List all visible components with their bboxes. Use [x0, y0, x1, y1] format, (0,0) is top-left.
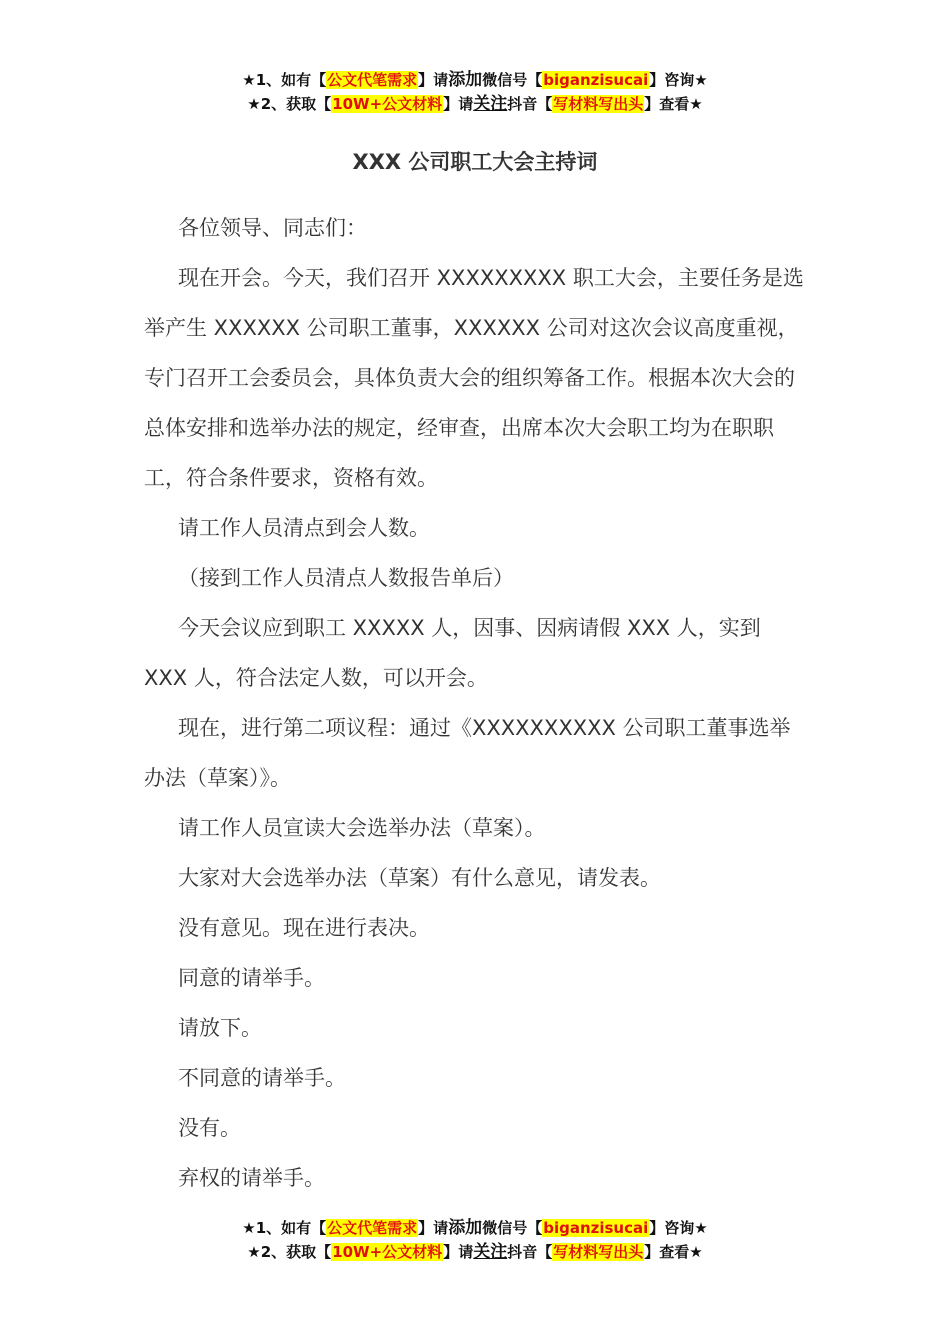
banner-text: 】咨询★: [649, 71, 708, 89]
banner-highlight: biganzisucai: [543, 1219, 649, 1237]
paragraph: 各位领导、同志们：: [178, 216, 367, 240]
banner-emphasis: 关注: [473, 1242, 508, 1262]
paragraph: 请工作人员宣读大会选举办法（草案）。: [178, 816, 546, 840]
header-banner: [0, 68, 950, 116]
banner-text: ★1、如有【: [242, 1219, 327, 1237]
banner-text: 抖音【: [507, 1243, 553, 1261]
banner-line-1: [0, 68, 950, 92]
paragraph: 没有意见。现在进行表决。: [178, 916, 430, 940]
paragraph: 请放下。: [178, 1016, 262, 1040]
footer-banner: [0, 1216, 950, 1264]
banner-line-2: [0, 92, 950, 116]
banner-highlight: 写材料写出头: [553, 95, 644, 113]
paragraph: 没有。: [178, 1116, 241, 1140]
paragraph: 现在开会。今天，我们召开 XXXXXXXXX 职工大会，主要任务是选举产生 XXXXXX 公司职工董事，XXXXXX 公司对这次会议高度重视，专门召开工会委员会，具体负责大会的组织筹备工作。根据本次大会的总体安排和选举办法的规定，经审查，出席本次大会职工均为在职职工，符合条件要求，资格有效。: [144, 266, 804, 490]
banner-text: 】咨询★: [649, 1219, 708, 1237]
document-body: [144, 203, 809, 1203]
banner-text: 】请: [443, 1243, 474, 1261]
banner-line-2: [0, 1240, 950, 1264]
paragraph: 弃权的请举手。: [178, 1166, 325, 1190]
paragraph: 今天会议应到职工 XXXXX 人，因事、因病请假 XXX 人，实到 XXX 人，符合法定人数，可以开会。: [144, 616, 761, 690]
paragraph: 请工作人员清点到会人数。: [178, 516, 430, 540]
banner-highlight: 10W+公文材料: [332, 1243, 443, 1261]
banner-text: 微信号【: [482, 71, 543, 89]
banner-text: 抖音【: [507, 95, 553, 113]
banner-text: ★1、如有【: [242, 71, 327, 89]
banner-highlight: biganzisucai: [543, 71, 649, 89]
paragraph: 同意的请举手。: [178, 966, 325, 990]
banner-emphasis: 关注: [473, 94, 508, 114]
paragraph: 大家对大会选举办法（草案）有什么意见，请发表。: [178, 866, 661, 890]
banner-highlight: 公文代笔需求: [327, 1219, 418, 1237]
banner-emphasis: 添加: [448, 1218, 483, 1238]
banner-highlight: 公文代笔需求: [327, 71, 418, 89]
paragraph: 不同意的请举手。: [178, 1066, 346, 1090]
banner-text: 】请: [443, 95, 474, 113]
banner-highlight: 10W+公文材料: [332, 95, 443, 113]
banner-emphasis: 添加: [448, 70, 483, 90]
banner-text: 微信号【: [482, 1219, 543, 1237]
paragraph: （接到工作人员清点人数报告单后）: [178, 566, 514, 590]
banner-text: ★2、获取【: [247, 1243, 332, 1261]
banner-text: ★2、获取【: [247, 95, 332, 113]
banner-text: 】请: [418, 71, 449, 89]
banner-text: 】查看★: [644, 1243, 703, 1261]
banner-text: 】查看★: [644, 95, 703, 113]
paragraph: 现在，进行第二项议程：通过《XXXXXXXXXX 公司职工董事选举办法（草案）》。: [144, 716, 791, 790]
document-title: XXX 公司职工大会主持词: [352, 150, 598, 174]
banner-line-1: [0, 1216, 950, 1240]
banner-text: 】请: [418, 1219, 449, 1237]
banner-highlight: 写材料写出头: [553, 1243, 644, 1261]
